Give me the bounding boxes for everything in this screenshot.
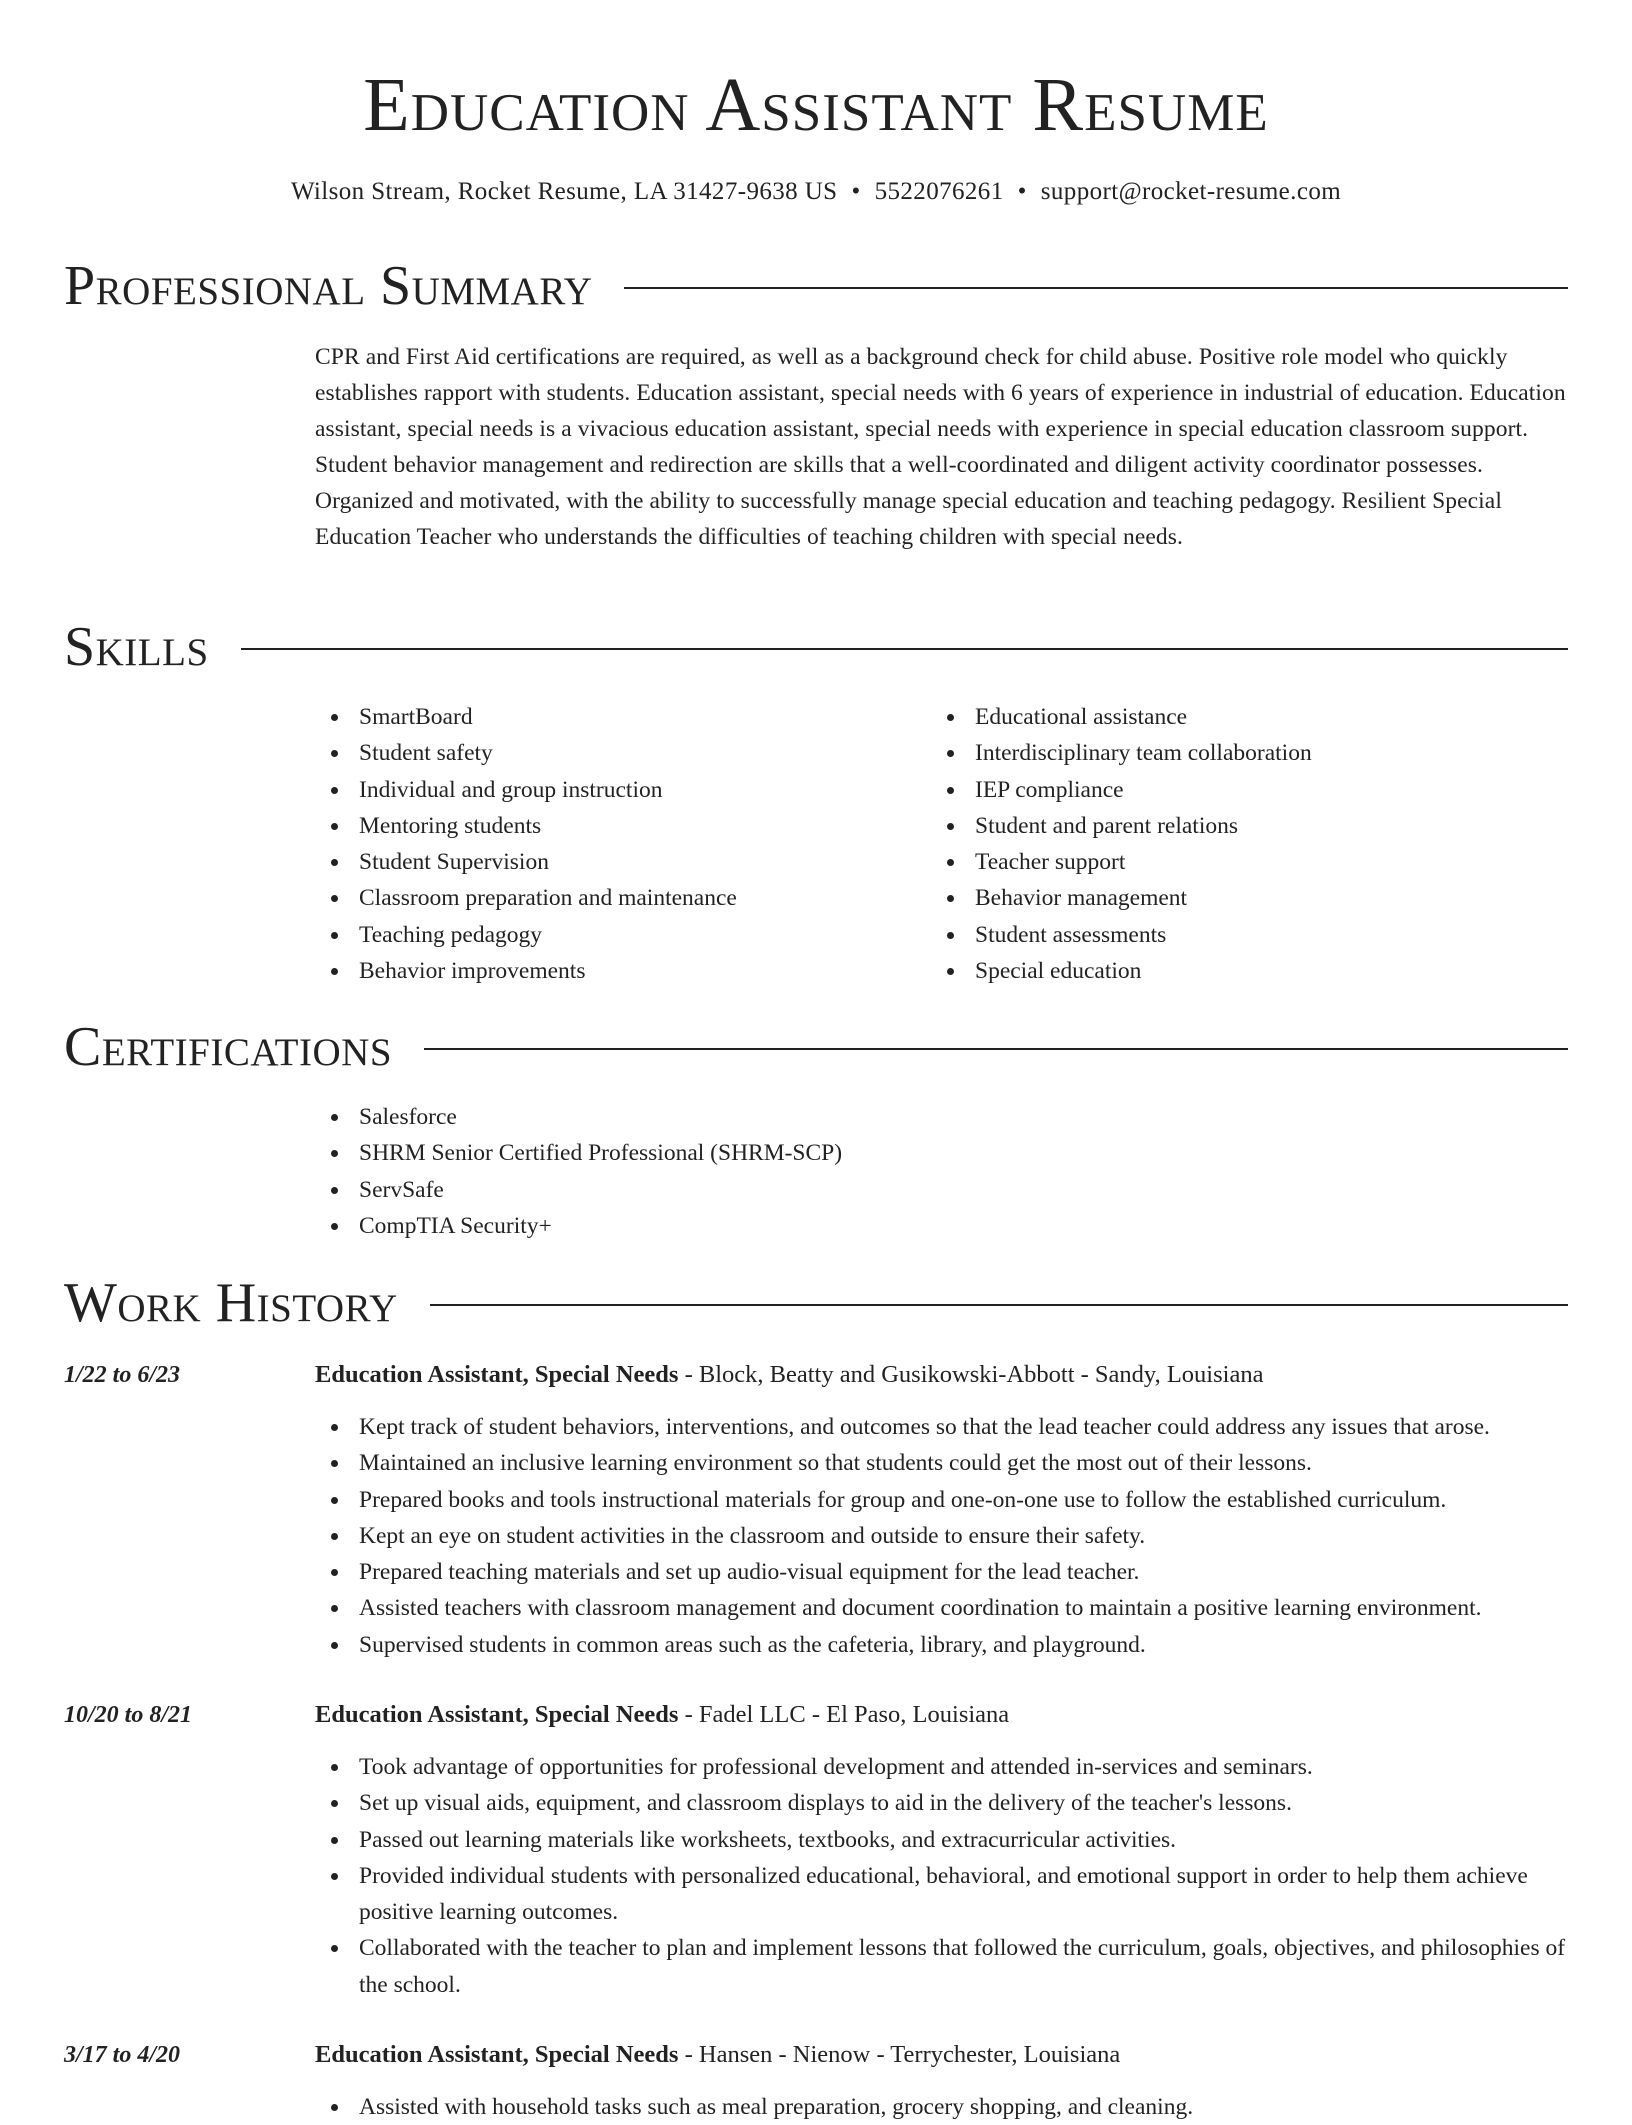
summary-text: CPR and First Aid certifications are required, as well as a background check for child abuse. Positive role model who quickly establishes rapport with students. Education assistant, special needs with 6 years of experience in industrial of education. Education assistant, special needs is a vivacious education assistant, special needs with experience in special education classroom support. Student behavior management and redirection are skills that a well-coordinated and diligent activity coordinator possesses. Organized and motivated, with the ability to successfully manage special education and teaching pedagogy. Resilient Special Education Teacher who understands the difficulties of teaching children with special needs. xyxy=(315,344,1566,550)
contact-email[interactable]: support@rocket-resume.com xyxy=(1040,178,1342,205)
resume-page xyxy=(64,0,1568,2120)
skill-item: Behavior management xyxy=(931,880,1531,916)
job-bullet: Maintained an inclusive learning environment so that students could get the most out of their lessons. xyxy=(315,1445,1568,1481)
section-divider xyxy=(430,1304,1568,1306)
job-dates: 10/20 to 8/21 xyxy=(64,1702,193,1728)
skill-item: Interdisciplinary team collaboration xyxy=(931,735,1531,771)
job-dates: 3/17 to 4/20 xyxy=(64,2042,181,2068)
skill-item: Individual and group instruction xyxy=(315,772,915,808)
resume-title: Education Assistant Resume xyxy=(363,63,1269,147)
contact-line xyxy=(64,172,1568,212)
summary-heading: Professional Summary xyxy=(64,255,593,317)
certification-item: CompTIA Security+ xyxy=(315,1208,1215,1244)
skill-item: Educational assistance xyxy=(931,699,1531,735)
skill-item: Mentoring students xyxy=(315,808,915,844)
job-bullet: Provided individual students with personalized educational, behavioral, and emotional support in order to help them achieve positive learning outcomes. xyxy=(315,1858,1568,1931)
job-bullet: Set up visual aids, equipment, and classroom displays to aid in the delivery of the teacher's lessons. xyxy=(315,1785,1568,1821)
job-bullets xyxy=(315,2089,1568,2125)
job-bullet: Took advantage of opportunities for professional development and attended in-services and seminars. xyxy=(315,1749,1568,1785)
job-role: Education Assistant, Special Needs xyxy=(315,1361,679,1388)
section-header-summary xyxy=(64,253,1568,319)
job-bullet: Assisted teachers with classroom management and document coordination to maintain a positive learning environment. xyxy=(315,1590,1568,1626)
job-bullet: Kept an eye on student activities in the classroom and outside to ensure their safety. xyxy=(315,1518,1568,1554)
job-details: - Fadel LLC - El Paso, Louisiana xyxy=(678,1701,1010,1728)
job-details: - Block, Beatty and Gusikowski-Abbott - Sandy, Louisiana xyxy=(678,1361,1264,1388)
certifications-heading: Certifications xyxy=(64,1016,393,1078)
section-divider xyxy=(241,648,1568,650)
section-header-certifications xyxy=(64,1014,1568,1080)
job-dates: 1/22 to 6/23 xyxy=(64,1362,181,1388)
skill-item: Special education xyxy=(931,953,1531,989)
job-header xyxy=(315,1697,1009,1733)
work-history-heading: Work History xyxy=(64,1272,398,1334)
job-bullet: Prepared books and tools instructional materials for group and one-on-one use to follow the established curriculum. xyxy=(315,1482,1568,1518)
job-role: Education Assistant, Special Needs xyxy=(315,1701,679,1728)
job-header xyxy=(315,2037,1120,2073)
contact-phone: 5522076261 xyxy=(874,178,1004,205)
job-bullet: Kept track of student behaviors, interventions, and outcomes so that the lead teacher could address any issues that arose. xyxy=(315,1409,1568,1445)
section-divider xyxy=(424,1048,1568,1050)
certification-item: ServSafe xyxy=(315,1172,1215,1208)
job-bullets xyxy=(315,1409,1568,1663)
job-bullet: Assisted with household tasks such as meal preparation, grocery shopping, and cleaning. xyxy=(315,2089,1568,2125)
skill-item: SmartBoard xyxy=(315,699,915,735)
skills-column-left xyxy=(315,699,915,989)
skill-item: Teaching pedagogy xyxy=(315,917,915,953)
certifications-list xyxy=(315,1099,1215,1244)
contact-separator: • xyxy=(851,178,861,205)
contact-separator: • xyxy=(1017,178,1027,205)
skill-item: Student and parent relations xyxy=(931,808,1531,844)
skill-item: Student safety xyxy=(315,735,915,771)
certification-item: Salesforce xyxy=(315,1099,1215,1135)
job-bullet: Passed out learning materials like worksheets, textbooks, and extracurricular activities. xyxy=(315,1822,1568,1858)
job-bullet: Supervised students in common areas such as the cafeteria, library, and playground. xyxy=(315,1627,1568,1663)
certification-item: SHRM Senior Certified Professional (SHRM-SCP) xyxy=(315,1135,1215,1171)
contact-address: Wilson Stream, Rocket Resume, LA 31427-9638 US xyxy=(290,178,838,205)
job-bullet: Prepared teaching materials and set up audio-visual equipment for the lead teacher. xyxy=(315,1554,1568,1590)
skill-item: Teacher support xyxy=(931,844,1531,880)
job-details: - Hansen - Nienow - Terrychester, Louisiana xyxy=(678,2041,1121,2068)
job-role: Education Assistant, Special Needs xyxy=(315,2041,679,2068)
job-bullets xyxy=(315,1749,1568,2003)
skill-item: Student Supervision xyxy=(315,844,915,880)
skill-item: Classroom preparation and maintenance xyxy=(315,880,915,916)
skill-item: IEP compliance xyxy=(931,772,1531,808)
skill-item: Behavior improvements xyxy=(315,953,915,989)
skill-item: Student assessments xyxy=(931,917,1531,953)
section-header-work-history xyxy=(64,1270,1568,1336)
section-header-skills xyxy=(64,614,1568,680)
section-divider xyxy=(624,287,1568,289)
skills-heading: Skills xyxy=(64,616,209,678)
job-bullet: Collaborated with the teacher to plan and implement lessons that followed the curriculum, goals, objectives, and philosophies of the school. xyxy=(315,1930,1568,2003)
skills-column-right xyxy=(931,699,1531,989)
job-header xyxy=(315,1357,1263,1393)
